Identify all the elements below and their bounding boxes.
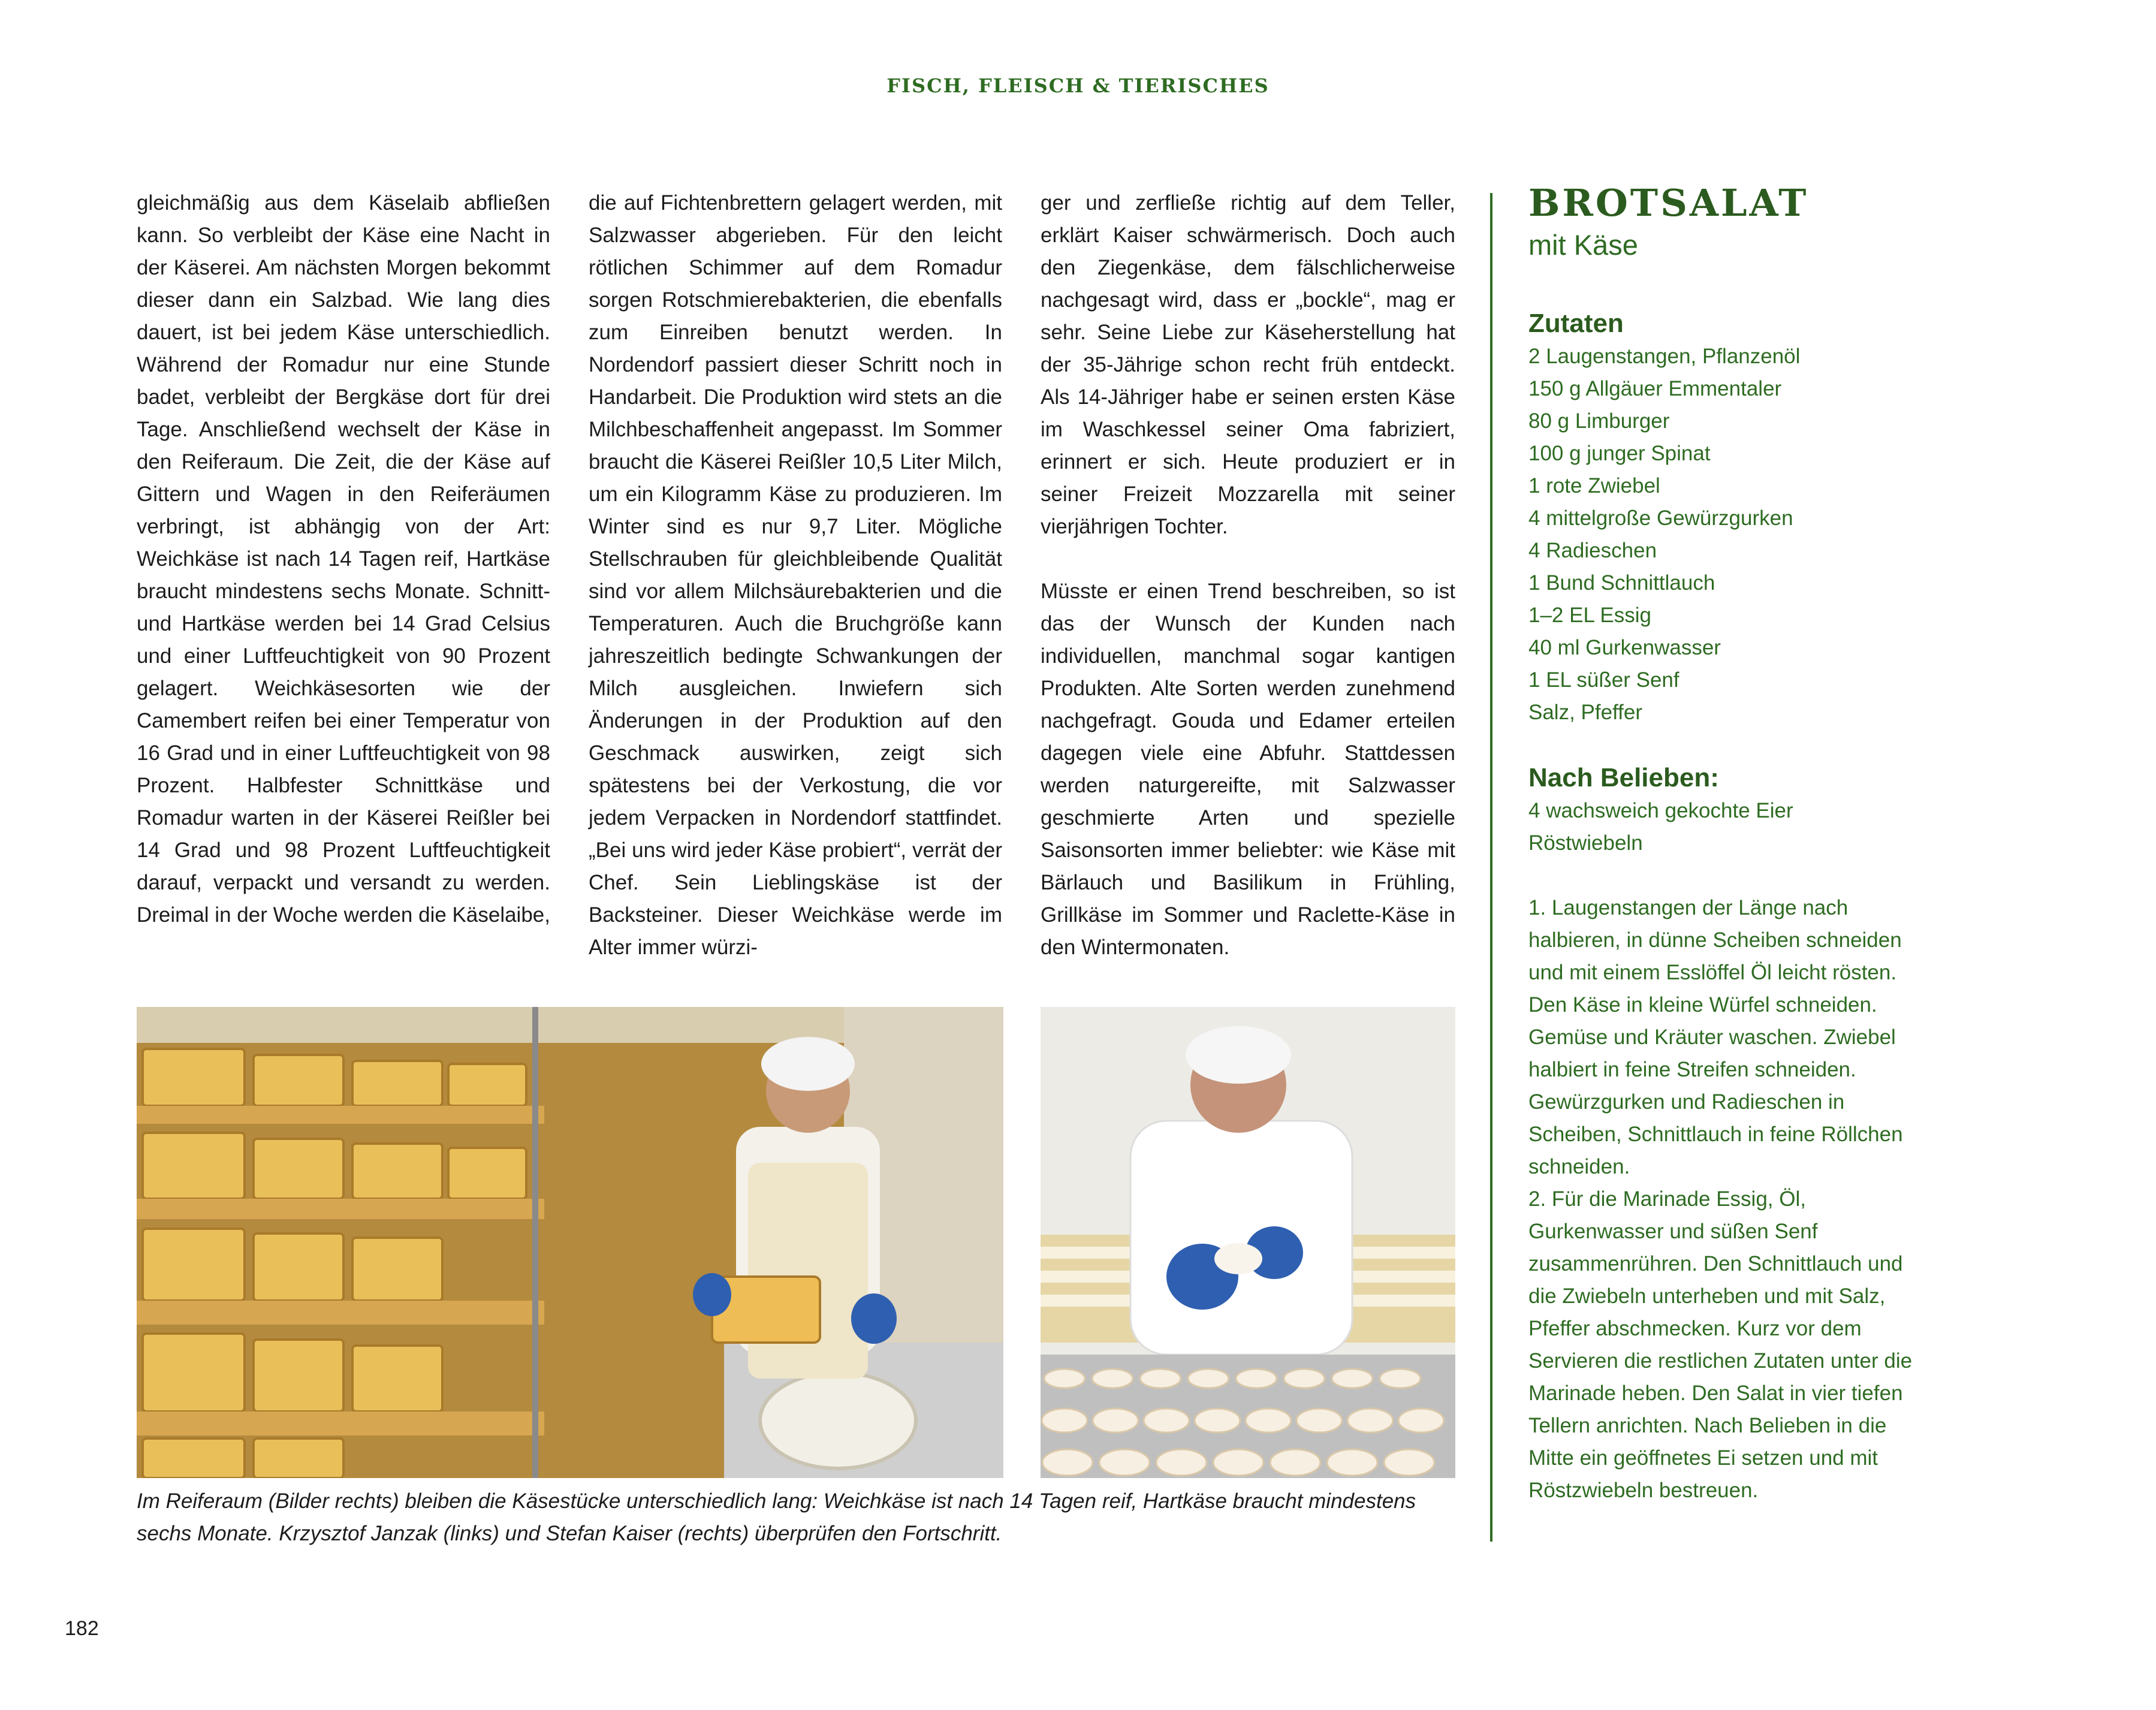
ingredient-item: 2 Laugenstangen, Pflanzenöl: [1528, 345, 1801, 368]
photo-cheese-ripening-room: [137, 1007, 1003, 1478]
optional-heading: Nach Belieben:: [1528, 763, 1719, 792]
ingredients-list: [1528, 340, 1924, 729]
ingredient-item: 80 g Limburger: [1528, 409, 1670, 433]
ingredient-item: Salz, Pfeffer: [1528, 701, 1643, 724]
ingredient-item: 150 g Allgäuer Emmentaler: [1528, 377, 1782, 400]
recipe-title: BROTSALAT: [1528, 181, 1809, 225]
ingredient-item: 1 rote Zwiebel: [1528, 474, 1660, 497]
article-column-2: [589, 187, 1002, 964]
ingredient-item: 1–2 EL Essig: [1528, 604, 1651, 627]
ingredient-item: 1 EL süßer Senf: [1528, 668, 1679, 692]
article-paragraph: Müsste er einen Trend beschreiben, so ist das der Wunsch der Kunden nach individuellen, manchmal sogar kantigen Produkten. Alte Sorten werden zunehmend nachgefragt. Gouda und Edamer erteilen dagegen viele eine Abfuhr. Stattdessen werden naturgereifte, mit Salzwasser geschmierte Arten und spezielle Saisonsorten immer beliebter: wie Käse mit Bärlauch und Basilikum in Frühling, Grillkäse im Sommer und Raclette-Käse in den Wintermonaten.: [1041, 580, 1455, 959]
ingredient-item: 100 g junger Spinat: [1528, 442, 1711, 465]
optional-list: [1528, 795, 1924, 859]
article-paragraph: gleichmäßig aus dem Käselaib abfließen kann. So verbleibt der Käse eine Nacht in der Käserei. Am nächsten Morgen bekommt dieser dann ein Salzbad. Wie lang dies dauert, ist bei jedem Käse unterschiedlich. Während der Romadur nur eine Stunde badet, verbleibt der Bergkäse dort für drei Tage. Anschließend wechselt der Käse in den Reiferaum. Die Zeit, die der Käse auf Gittern und Wagen in den Reiferäumen verbringt, ist abhängig von der Art: Weichkäse ist nach 14 Tagen reif, Hartkäse braucht mindestens sechs Monate. Schnitt- und Hartkäse werden bei 14 Grad Celsius und einer Luftfeuchtigkeit von 90 Prozent gelagert. Weichkäsesorten wie der Camembert reifen bei einer Temperatur von 16 Grad und in einer Luftfeuchtigkeit von 98 Prozent. Halbfester Schnittkäse und Romadur warten in der Käserei Reißler bei 14 Grad und 98 Prozent Luftfeuchtigkeit darauf, verpackt und versandt zu werden. Dreimal in der Woche werden die Käselaibe,: [137, 191, 550, 927]
ingredient-item: 40 ml Gurkenwasser: [1528, 636, 1721, 659]
optional-item: Röstwiebeln: [1528, 831, 1643, 855]
photo-illustration: [1041, 1007, 1455, 1478]
photo-cheese-inspection: [1041, 1007, 1455, 1478]
article-paragraph: ger und zerfließe richtig auf dem Teller, erklärt Kaiser schwärmerisch. Doch auch den Ziegenkäse, dem fälschlicherweise nachgesagt wird, dass er „bockle“, mag er sehr. Seine Liebe zur Käseherstellung hat der 35-Jährige schon recht früh entdeckt. Als 14-Jähriger habe er seinen ersten Käse im Waschkessel seiner Oma fabriziert, erinnert er sich. Heute produziert er in seiner Freizeit Mozzarella mit seiner vierjährigen Tochter.: [1041, 191, 1455, 538]
ingredient-item: 4 Radieschen: [1528, 539, 1657, 562]
ingredient-item: 1 Bund Schnittlauch: [1528, 571, 1715, 595]
recipe-divider: [1490, 193, 1492, 1542]
page-number: 182: [65, 1617, 99, 1640]
ingredient-item: 4 mittelgroße Gewürzgurken: [1528, 506, 1793, 530]
optional-item: 4 wachsweich gekochte Eier: [1528, 799, 1793, 822]
article-column-1: [137, 187, 550, 931]
recipe-step: 2. Für die Marinade Essig, Öl, Gurkenwasser und süßen Senf zusammenrühren. Den Schnittlauch und die Zwiebeln unterheben und mit Salz, Pfeffer abschmecken. Kurz vor dem Servieren die restlichen Zutaten unter die Marinade heben. Den Salat in vier tiefen Tellern anrichten. Nach Belieben in die Mitte ein geöffnetes Ei setzen und mit Röstzwiebeln bestreuen.: [1528, 1187, 1913, 1502]
recipe-subtitle: mit Käse: [1528, 229, 1638, 261]
ingredients-heading: Zutaten: [1528, 309, 1624, 338]
recipe-step: 1. Laugenstangen der Länge nach halbieren, in dünne Scheiben schneiden und mit einem Esslöffel Öl leicht rösten. Den Käse in kleine Würfel schneiden. Gemüse und Kräuter waschen. Zwiebel halbiert in feine Streifen schneiden. Gewürzgurken und Radieschen in Scheiben, Schnittlauch in feine Röllchen schneiden.: [1528, 896, 1903, 1178]
article-paragraph: die auf Fichtenbrettern gelagert werden, mit Salzwasser abgerieben. Für den leicht rötlichen Schimmer auf dem Romadur sorgen Rotschmierebakterien, die ebenfalls zum Einreiben benutzt werden. In Nordendorf passiert dieser Schritt noch in Handarbeit. Die Produktion wird stets an die Milchbeschaffenheit angepasst. Im Sommer braucht die Käserei Reißler 10,5 Liter Milch, um ein Kilogramm Käse zu produzieren. Im Winter sind es nur 9,7 Liter. Mögliche Stellschrauben für gleichbleibende Qualität sind vor allem Milchsäurebakterien und die Temperaturen. Auch die Bruchgröße kann jahreszeitlich bedingte Schwankungen der Milch ausgleichen. Inwiefern sich Änderungen in der Produktion auf den Geschmack auswirken, zeigt sich spätestens bei der Verkostung, die vor jedem Verpacken in Nordendorf stattfindet. „Bei uns wird jeder Käse probiert“, verrät der Chef. Sein Lieblingskäse ist der Backsteiner. Dieser Weichkäse werde im Alter immer würzi-: [589, 191, 1002, 959]
recipe-box: [1528, 180, 1924, 1507]
recipe-steps: [1528, 892, 1924, 1507]
photo-illustration: [137, 1007, 1003, 1478]
photo-caption: Im Reiferaum (Bilder rechts) bleiben die Käsestücke unterschiedlich lang: Weichkäse ist nach 14 Tagen reif, Hartkäse braucht mindestens sechs Monate. Krzysztof Janzak (links) und Stefan Kaiser (rechts) überprüfen den Fortschritt.: [137, 1489, 1416, 1545]
section-header: FISCH, FLEISCH & TIERISCHES: [886, 74, 1270, 97]
article-column-3: [1041, 187, 1455, 964]
